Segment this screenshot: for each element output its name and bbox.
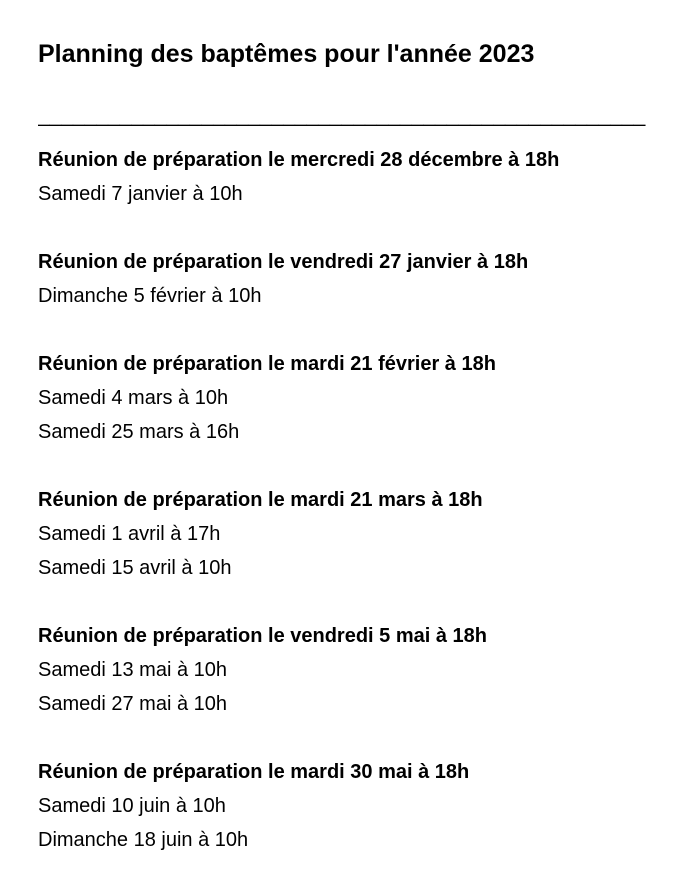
page-title: Planning des baptêmes pour l'année 2023 <box>38 40 535 68</box>
session-block <box>38 755 700 857</box>
document-page <box>38 0 700 883</box>
meeting-heading: Réunion de préparation le vendredi 5 mai à 18h <box>38 625 488 647</box>
baptism-date: Dimanche 5 février à 10h <box>38 285 262 307</box>
baptism-date: Samedi 27 mai à 10h <box>38 693 228 715</box>
meeting-heading: Réunion de préparation le mercredi 28 décembre à 18h <box>38 149 560 171</box>
session-list <box>38 143 700 891</box>
baptism-date: Samedi 15 avril à 10h <box>38 557 232 579</box>
meeting-heading: Réunion de préparation le mardi 30 mai à 18h <box>38 761 470 783</box>
meeting-heading: Réunion de préparation le vendredi 27 janvier à 18h <box>38 251 529 273</box>
meeting-heading: Réunion de préparation le mardi 21 mars à 18h <box>38 489 483 511</box>
baptism-date: Dimanche 18 juin à 10h <box>38 829 249 851</box>
session-block <box>38 143 700 211</box>
session-block <box>38 245 700 313</box>
baptism-date: Samedi 7 janvier à 10h <box>38 183 243 205</box>
session-block <box>38 347 700 449</box>
baptism-date: Samedi 4 mars à 10h <box>38 387 229 409</box>
session-block <box>38 483 700 585</box>
baptism-date: Samedi 1 avril à 17h <box>38 523 221 545</box>
session-block <box>38 619 700 721</box>
baptism-date: Samedi 25 mars à 16h <box>38 421 240 443</box>
baptism-date: Samedi 13 mai à 10h <box>38 659 228 681</box>
separator-rule: ____________________________________________________ <box>38 104 646 127</box>
baptism-date: Samedi 10 juin à 10h <box>38 795 226 817</box>
meeting-heading: Réunion de préparation le mardi 21 février à 18h <box>38 353 496 375</box>
